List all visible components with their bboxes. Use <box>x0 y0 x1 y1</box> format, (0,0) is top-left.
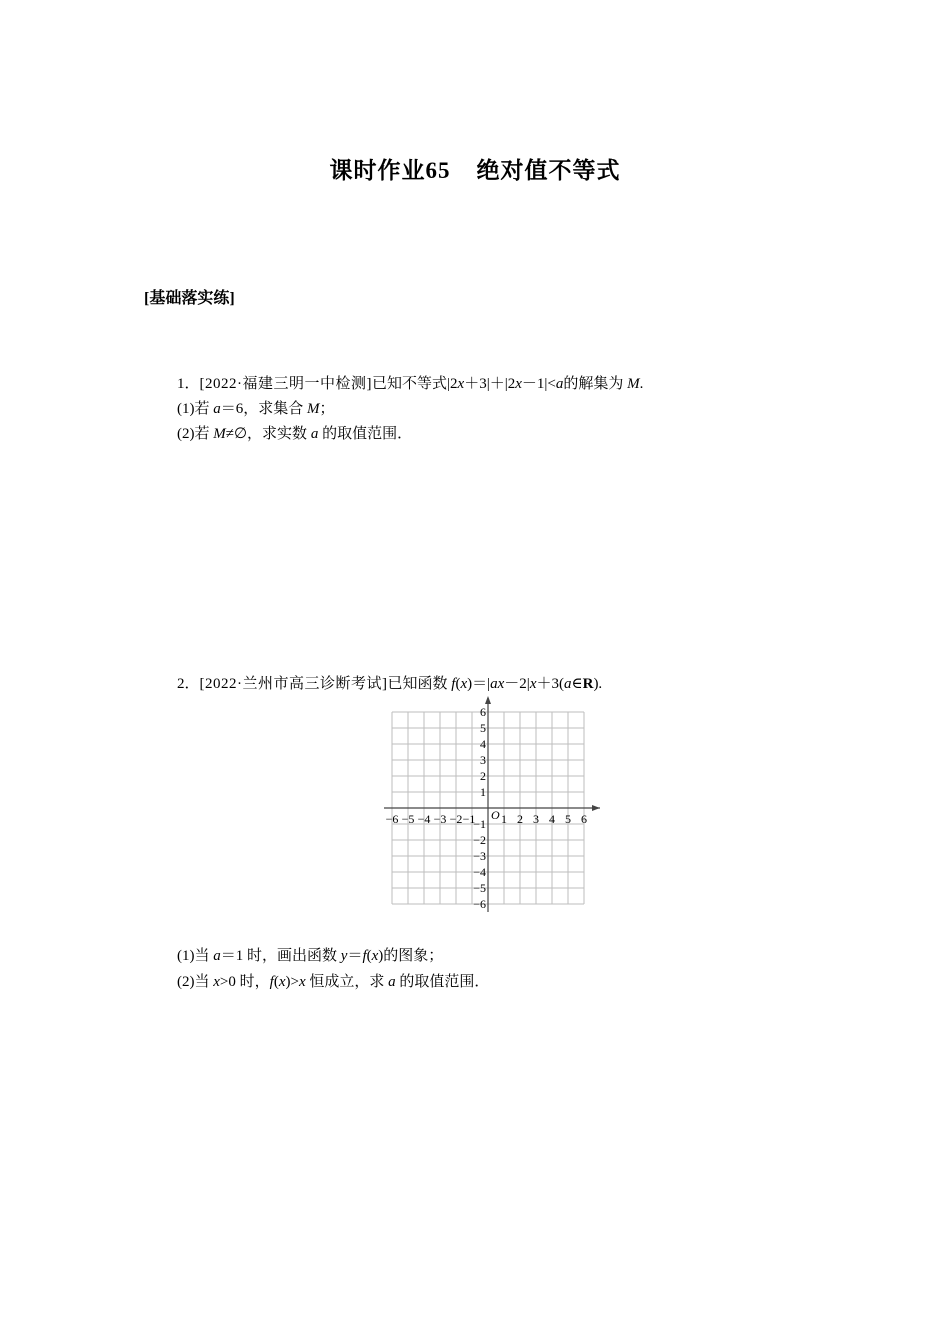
q1-var-M: M <box>627 376 640 392</box>
q2p1-text-a: (1)当 <box>177 948 214 964</box>
question-number: 1． <box>177 376 200 392</box>
question-2-part-1 <box>177 944 443 965</box>
y-tick-label: 4 <box>480 737 486 751</box>
title-topic: 绝对值不等式 <box>476 158 621 183</box>
q2-var-a: a <box>563 676 572 692</box>
x-axis-arrow-icon <box>592 805 600 811</box>
q2-var-f: f <box>451 676 456 692</box>
question-2-stem <box>177 672 602 693</box>
q2p1-text-e: )的图象； <box>378 948 444 964</box>
q1p1-text-end: ； <box>319 401 335 417</box>
x-tick-label: −3 <box>433 812 447 826</box>
question-1-stem <box>177 372 643 393</box>
q2p1-var-y: y <box>340 948 348 964</box>
q2p2-var-x: x <box>213 974 220 990</box>
q2p2-var-x: x <box>278 974 286 990</box>
y-tick-label: 6 <box>480 705 486 719</box>
q2p2-text-c: ( <box>273 974 279 990</box>
x-tick-label: −2 <box>449 812 463 826</box>
q2p2-var-a: a <box>388 974 396 990</box>
q1p2-var-M: M <box>213 426 226 442</box>
y-tick-label: −1 <box>473 817 486 831</box>
q1p1-text-b: ＝6，求集合 <box>220 401 308 417</box>
page-title <box>0 152 950 185</box>
x-tick-label: 2 <box>517 812 523 826</box>
x-tick-label: 6 <box>581 812 587 826</box>
question-1-part-1 <box>177 397 335 418</box>
q1p2-text-b: ≠∅，求实数 <box>225 426 311 442</box>
y-tick-label: −6 <box>473 897 486 911</box>
q1p2-text-c: 的取值范围． <box>318 426 413 442</box>
q1-var-x: x <box>457 376 465 392</box>
q1-text-d: 的解集为 <box>563 376 624 392</box>
origin-label: O <box>491 808 500 822</box>
q2-text-b: )＝| <box>467 676 491 692</box>
q2p2-text-d: )> <box>285 974 299 990</box>
q2-text-a: 已知函数 <box>387 676 452 692</box>
q2p1-text-d: ( <box>366 948 372 964</box>
q1-var-a: a <box>555 376 564 392</box>
q2-text-f: ). <box>593 676 603 692</box>
q1p2-var-a: a <box>310 426 319 442</box>
q2-var-x: x <box>460 676 468 692</box>
y-tick-label: 5 <box>480 721 486 735</box>
q2-text-e: ∈ <box>571 676 583 692</box>
y-axis-arrow-icon <box>485 696 491 704</box>
y-tick-label: 1 <box>480 785 486 799</box>
q2p2-text-e: 恒成立，求 <box>305 974 389 990</box>
title-number: 65 <box>425 158 451 183</box>
y-tick-label: 3 <box>480 753 486 767</box>
title-prefix: 课时作业 <box>329 158 426 183</box>
q2p2-text-f: 的取值范围． <box>395 974 490 990</box>
section-heading: [基础落实练] <box>144 290 235 307</box>
q1p2-text-a: (2)若 <box>177 426 214 442</box>
q2p2-var-f: f <box>269 974 274 990</box>
question-2-part-2 <box>177 970 489 991</box>
q2-set-R: R <box>582 676 594 692</box>
x-tick-label: −6 <box>385 812 399 826</box>
q2-text-c: －2| <box>504 676 530 692</box>
y-tick-label: −2 <box>473 833 486 847</box>
y-tick-label: −3 <box>473 849 486 863</box>
x-tick-label: 3 <box>533 812 539 826</box>
question-number: 2． <box>177 676 200 692</box>
q2-var-x: x <box>529 676 537 692</box>
x-tick-label: 5 <box>565 812 571 826</box>
q2p2-text-b: >0 时， <box>219 974 270 990</box>
q1-text-end: . <box>639 376 644 392</box>
y-tick-label: 2 <box>480 769 486 783</box>
q1p1-var-a: a <box>213 401 221 417</box>
question-source: [2022·兰州市高三诊断考试] <box>199 676 388 692</box>
y-tick-label: −5 <box>473 881 486 895</box>
q2-text-d: ＋3( <box>536 676 564 692</box>
q1-text-b: ＋3|＋|2 <box>464 376 516 392</box>
q1p1-text-a: (1)若 <box>177 401 214 417</box>
q1-text-c: －1|< <box>521 376 556 392</box>
q2-var-ax: ax <box>490 676 505 692</box>
q2p2-text-a: (2)当 <box>177 974 214 990</box>
q2p1-text-b: ＝1 时，画出函数 <box>220 948 341 964</box>
x-tick-label: 4 <box>549 812 555 826</box>
q2p1-var-a: a <box>213 948 221 964</box>
q1p1-var-M: M <box>307 401 320 417</box>
q2p1-text-c: ＝ <box>347 948 363 964</box>
q2p2-var-x: x <box>298 974 306 990</box>
q2p1-var-f: f <box>362 948 367 964</box>
q2-paren: ( <box>455 676 461 692</box>
q1-text-a: 已知不等式|2 <box>372 376 458 392</box>
question-source: [2022·福建三明一中检测] <box>199 376 373 392</box>
q2p1-var-x: x <box>371 948 379 964</box>
x-tick-label: −4 <box>417 812 431 826</box>
x-tick-label: −1 <box>462 812 476 826</box>
question-1-part-2 <box>177 422 412 443</box>
q1-var-x: x <box>515 376 522 392</box>
x-tick-label: −5 <box>401 812 415 826</box>
coordinate-grid <box>372 694 608 916</box>
x-tick-label: 1 <box>501 812 507 826</box>
y-tick-label: −4 <box>473 865 486 879</box>
